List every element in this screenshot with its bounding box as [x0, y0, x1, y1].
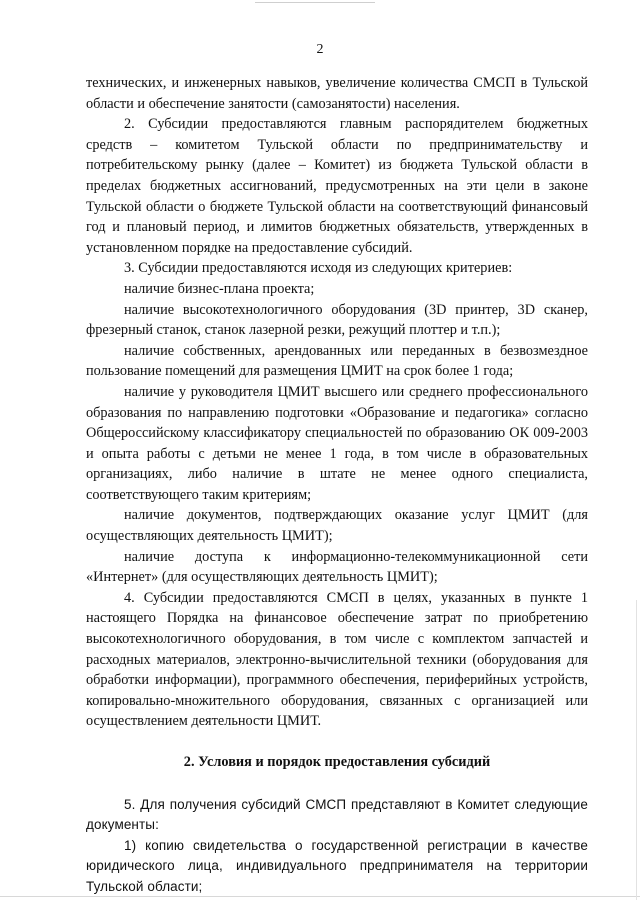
criterion-equipment: наличие высокотехнологичного оборудования (3D принтер, 3D сканер, фрезерный станок, станок лазерной резки, режущий плоттер и т.п.);	[86, 301, 588, 339]
document-item-1: 1) копию свидетельства о государственной регистрации в качестве юридического лица, индивидуального предпринимателя на территории Тульской области;	[86, 837, 588, 894]
scan-edge-right	[636, 600, 637, 900]
criterion-documents: наличие документов, подтверждающих оказание услуг ЦМИТ (для осуществляющих деятельность ЦМИТ);	[86, 507, 588, 545]
paragraph-continuation: технических, и инженерных навыков, увеличение количества СМСП в Тульской области и обеспечение занятости (самозанятости) населения.	[86, 75, 588, 112]
paragraph-item-3: 3. Субсидии предоставляются исходя из следующих критериев:	[124, 260, 513, 277]
section-heading: 2. Условия и порядок предоставления субсидий	[183, 754, 491, 770]
paragraph-item-2: 2. Субсидии предоставляются главным распорядителем бюджетных средств – комитетом Тульской области по предпринимательству и потребительскому рынку (далее – Комитет) из бюджета Тульской области в пределах бюджетных ассигнований, предусмотренных на эти цели в законе Тульской области о бюджете Тульской области на соответствующий финансовый год и плановый период, и лимитов бюджетных обязательств, утвержденных в установленном порядке на предоставление субсидий.	[86, 116, 588, 256]
scan-edge-top	[255, 2, 375, 3]
paragraph-item-4: 4. Субсидии предоставляются СМСП в целях, указанных в пункте 1 настоящего Порядка на финансовое обеспечение затрат по приобретению высокотехнологичного оборудования, в том числе с комплектом запчастей и расходных материалов, электронно-вычислительной техники (оборудования для обработки информации), программного обеспечения, периферийных устройств, копировально-множительного оборудования, связанных с организацией или осуществлением деятельности ЦМИТ.	[86, 589, 588, 730]
paragraph-item-5: 5. Для получения субсидий СМСП представляют в Комитет следующие документы:	[86, 796, 588, 833]
criterion-education: наличие у руководителя ЦМИТ высшего или среднего профессионального образования по направлению подготовки «Образование и педагогика» согласно Общероссийскому классификатору специальностей по образованию ОК 009-2003 и опыта работы с детьми не менее 1 года, в том числе в образовательных организациях, либо наличие в штате не менее одного специалиста, соответствующего таким критериям;	[86, 383, 588, 503]
page-number: 2	[316, 42, 324, 57]
criterion-premises: наличие собственных, арендованных или переданных в безвозмездное пользование помещений для размещения ЦМИТ на срок более 1 года;	[86, 342, 588, 380]
document-body	[86, 73, 588, 898]
criterion-internet: наличие доступа к информационно-телекоммуникационной сети «Интернет» (для осуществляющих деятельность ЦМИТ);	[86, 548, 588, 586]
criterion-business-plan: наличие бизнес-плана проекта;	[124, 280, 315, 297]
